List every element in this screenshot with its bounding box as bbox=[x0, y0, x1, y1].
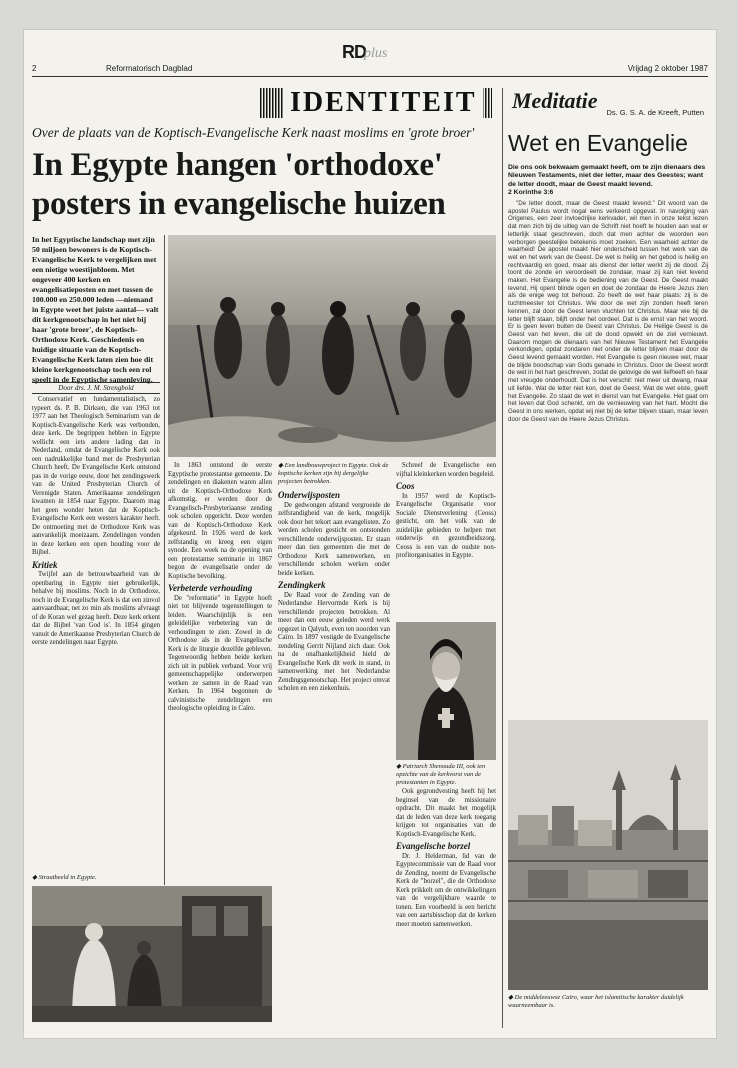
meditatie-lead bbox=[508, 164, 708, 198]
street-photo-graphic bbox=[32, 886, 272, 1022]
subheading-kritiek: Kritiek bbox=[32, 559, 58, 570]
photo-caption-cairo bbox=[508, 994, 708, 1010]
caption-bullet: ◆ bbox=[32, 874, 39, 881]
column-1-paragraph-2: Twijfel aan de betrouwbaarheid van de openbaring in Egypte niet gebruikelijk, behalve bij moslims. Noch in de Orthodoxe, noch in de Evangelische Kerk is dat een zinvol aanvaardbaar, net zo min als moslims afvraagt of de Koran wel gezag heeft. Deze kerk erkent dat de Bijbel 'van God is'. In 1854 gingen vanuit de Amerikaanse Presbyterian Church de eerste zendelingen naar Egypte. bbox=[32, 571, 160, 646]
column-2-paragraph-2: De "reformatie" in Egypte hoeft niet tot blijvende tegenstellingen te leiden. Waarschijnlijk is een geleidelijke verbetering van de verhoudingen te zien. Zowel in de Orthodoxe als in de Evangelische Kerk is de liturgie dezelfde gebleven. Tegenwoordig hebben beide kerken zich uit in publiek verband. Voor vrij gemeenschappelijke onderwerpen werken ze samen in de Raad van Kerken. In 1964 begonnen de calvinistische zendelingen een theologische opleiding in Caïro. bbox=[168, 594, 272, 712]
photo-caption-agriculture bbox=[278, 462, 390, 486]
article-headline: In Egypte hangen 'orthodoxe' posters in evangelische huizen bbox=[32, 147, 446, 222]
page-header bbox=[32, 64, 708, 77]
caption-text: Patriarch Shenouda III, ook ten opzichte van de kerkvorst van de protestanten in Egypte. bbox=[396, 763, 486, 786]
article-kicker: Over de plaats van de Koptisch-Evangelische Kerk naast moslims en 'grote broer' bbox=[32, 125, 475, 140]
subheading-onderwijsposten: Onderwijsposten bbox=[278, 490, 341, 500]
publication-name: Reformatorisch Dagblad bbox=[106, 64, 193, 73]
article-column-4-top bbox=[396, 462, 496, 622]
subheading-coos: Coos bbox=[396, 481, 415, 491]
article-column-2 bbox=[168, 462, 272, 880]
section-title: IDENTITEIT bbox=[284, 88, 483, 118]
column-4-paragraph-2: In 1957 werd de Koptisch-Evangelische Organisatie voor Sociale Dienstverlening (Ceoss) gesticht, om het volk van de zuidelijke gebieden te helpen met onderwijs en gezondheidszorg. Ceoss is een van de oudste non-profitorganisaties in Egypte. bbox=[396, 492, 496, 559]
column-3-paragraph: De gedwongen afstand vergroeide de zelfstandigheid van de kerk, mogelijk ook door het tekort aan evangelisten. Zo werden scholen gesticht en ontstonden verschillende onderwijsposten. Er staan meer dan tien gemeenten die met de Orthodoxe Kerk samenwerken, en verschillende scholen werken onder beide kerken. bbox=[278, 501, 390, 577]
column-1-paragraph: Conservatief en fundamentalistisch, zo typeert ds. P. B. Dirksen, die van 1963 tot 1977 aan het Theologisch Seminarium van de Koptisch-Evangelische Kerk was verbonden, deze kerk. De begrippen hebben in Egypte wellicht een iets andere lading dan in Nederland, omdat de Evangelische Kerk ook een nadrukkelijke band met de Presbyterian Church heeft. De Evangelische Kerk ontstond pas in de vorige eeuw, door het zendingswerk van de United Presbyterian Church of Verenigde Staten. Amerikaanse zendelingen kwamen in 1854 naar Egypte. Daarom mag het geen wonder heten dat de Koptisch-Evangelische Kerk een westers karakter heeft. De ontmoeting met de Orthodoxe Kerk was aanvankelijk moeizaam. Zendelingen vonden in deze kerken een open houding voor de Bijbel. bbox=[32, 396, 160, 556]
meditatie-label: Meditatie bbox=[512, 88, 598, 113]
caption-text: Een landbouwproject in Egypte. Ook de koptische kerken zijn bij dergelijke projecten betrokken. bbox=[278, 462, 389, 485]
photo-agriculture bbox=[168, 235, 496, 457]
caption-bullet: ◆ bbox=[396, 763, 403, 770]
agriculture-photo-graphic bbox=[168, 235, 496, 457]
patriarch-photo-graphic bbox=[396, 622, 496, 760]
caption-text: Straatbeeld in Egypte. bbox=[38, 874, 97, 881]
photo-caption-street bbox=[32, 874, 160, 882]
cairo-photo-graphic bbox=[508, 720, 708, 990]
article-column-4-bottom bbox=[396, 788, 496, 1018]
subheading-evangelische-borzel: Evangelische borzel bbox=[396, 841, 471, 851]
column-4-paragraph-4: Dr. J. Helderman, lid van de Egyptecommissie van de Raad voor de Zending, noemt de Evangelische Kerk de "borzel", die de Orthodoxe Kerk prikkelt om de ontwikkelingen van de vergelijkbare waarde te tonen. Een voorbeeld is een bericht van een aartsbisschop dat de kerken meer moeten samenwerken. bbox=[396, 852, 496, 928]
meditatie-reference: 2 Korinthe 3:6 bbox=[508, 189, 554, 197]
column-4-paragraph-3: Ook gegrondvesting heeft hij het beginsel van de missionaire opdracht. Dit maakt het mogelijk dat de leden van deze kerk toegang krijgen tot organisaties van de Koptisch-Evangelische Kerk. bbox=[396, 788, 496, 838]
newspaper-page bbox=[24, 30, 716, 1038]
photo-caption-patriarch bbox=[396, 763, 496, 787]
subheading-verbeterde-verhouding: Verbeterde verhouding bbox=[168, 583, 253, 593]
column-4-paragraph: Schreef de Evangelische een vijftal kleinkerken worden begeleid. bbox=[396, 462, 496, 478]
subheading-zendingkerk: Zendingkerk bbox=[278, 580, 326, 590]
photo-street bbox=[32, 886, 272, 1022]
article-byline: Door drs. J. M. Strengbold bbox=[32, 382, 160, 394]
section-banner bbox=[260, 88, 492, 118]
caption-text: De middeleeuwse Caïro, waar het islamitische karakter duidelijk waarneembaar is. bbox=[508, 994, 684, 1009]
meditatie-divider bbox=[502, 88, 503, 1028]
photo-patriarch bbox=[396, 622, 496, 760]
article-intro: In het Egyptische landschap met zijn 50 miljoen bewoners is de Koptisch-Evangelische Kerk te vergelijken met een nietige woestijnbloem. Met ongeveer 400 kerken en evangelisatieposten en met tussen de 100.000 en 250.000 leden —niemand in Egypte weet het juiste aantal— valt dit kerkgenootschap in het niet bij haar 'grote broer', de Koptisch-Orthodoxe Kerk. Geschiedenis en huidige situatie van de Koptisch-Evangelische Kerk laten zien hoe dit kleine kerkgenootschap toch een rol speelt in de Egyptische samenleving. bbox=[32, 235, 159, 384]
caption-bullet: ◆ bbox=[278, 462, 285, 469]
meditatie-header bbox=[508, 88, 708, 124]
page-number: 2 bbox=[32, 64, 37, 73]
photo-cairo bbox=[508, 720, 708, 990]
column-divider bbox=[164, 235, 165, 885]
logo-plus: plus bbox=[364, 46, 388, 61]
meditatie-title: Wet en Evangelie bbox=[508, 130, 688, 156]
column-2-paragraph: In 1863 ontstond de eerste Egyptische protestantse gemeente. De zendelingen en diakenen waren allen uit de Koptisch-Orthodoxe Kerk afkomstig, er werden door de Evangelisch-Presbyteriaanse zending ook scholen opgericht. Deze werden van de Koptisch-Orthodoxe Kerk afgekeurd. In 1926 werd de kerk zelfstandig en kreeg een eigen synode. Een week na de opening van een protestantse seminarie in 1867 begon de evangelisatie onder de Koptische bevolking. bbox=[168, 462, 272, 580]
meditatie-author: Ds. G. S. A. de Kreeft, Putten bbox=[606, 108, 704, 117]
meditatie-lead-text: Die ons ook bekwaam gemaakt heeft, om te zijn dienaars des Nieuwen Testaments, niet der letter, maar des Geestes; want de letter doodt, maar de Geest maakt levend. bbox=[508, 164, 706, 188]
logo-letters: RD bbox=[342, 42, 366, 62]
meditatie-body-text: "De letter doodt, maar de Geest maakt levend." Dit woord van de apostel Paulus wordt nogal eens verkeerd opgevat. In navolging van Origenes, een zeer invloedrijke kerkvader, wil men in onze tekst lezen dat men zich bij de uitleg van de Schrift niet hoeft te houden aan wat er letterlijk staat geschreven, doch dat men achter de woorden een verborgen geestelijke betekenis moet zoeken. Een waarheid achter de waarheid! De apostel maakt hier onderscheid tussen het werk van de wet en het werk van de Geest. De wet is heilig en het gebod is heilig en rechtvaardig en goed, maar als dienst der letter werkt zij de dood. Zij toont de zonde en veroordeelt de zondaar, maar zij kan niet levend maken. Het Evangelie is de bediening van de Geest. De Geest maakt levend, Hij opent blinde ogen en doet de zondaar de Heere Jezus zien als de enige weg tot behoud. Zo heeft de wet haar plaats: zij is de tuchtmeester tot Christus. Wie door de wet zijn zonden heeft leren kennen, zal door de Geest leren vluchten tot Christus. Maar wie bij de letter blijft staan, blijft onder het oordeel. Dat is de ernst van het woord. Er is geen leven buiten de Geest van Christus. De Heilige Geest is de Geest van het leven, die uit de dood opwekt en de ziel vernieuwt. Daarom mogen de dienaars van het Nieuwe Testament het Evangelie verkondigen, opdat zondaren niet onder de letter blijven maar door de Geest levend gemaakt worden. Het Evangelie is geen nieuwe wet, maar de blijde boodschap van Gods genade in Christus. Door de Geest wordt de wet in het hart geschreven, zodat de gelovige de wet liefheeft en haar met vreugde onderhoudt. Dat is het verschil: niet meer uit dwang, maar uit liefde. Wat de letter niet kon, doet de Geest. Wat de wet eiste, geeft het Evangelie. Zo staat de wet in dienst van het Evangelie. Het gaat om het leven dat God schenkt, om de vernieuwing van het hart. Mocht die Geest in ons werken, opdat wij niet bij de letter blijven staan, maar leven door de Geest van de Heere Jezus Christus. bbox=[508, 200, 708, 423]
article-column-3 bbox=[278, 488, 390, 1018]
article-column-1 bbox=[32, 396, 160, 868]
publication-date: Vrijdag 2 oktober 1987 bbox=[627, 64, 708, 73]
meditatie-body bbox=[508, 200, 708, 710]
caption-bullet: ◆ bbox=[508, 994, 515, 1001]
column-3-paragraph-2: De Raad voor de Zending van de Nederlandse Hervormde Kerk is bij verschillende projecten betrokken. Al meer dan een eeuw geleden werd werk opgezet in Qalyub, even ten noorden van Caïro. In 1897 vestigde de Evangelische zendeling Gerrit Nijland zich daar. Ook na de onafhankelijkheid hield de Evangelische Kerk dit werk in stand, in samenwerking met het Nederlandse Zendingsgenootschap. Het project omvat scholen en een ziekenhuis. bbox=[278, 591, 390, 692]
